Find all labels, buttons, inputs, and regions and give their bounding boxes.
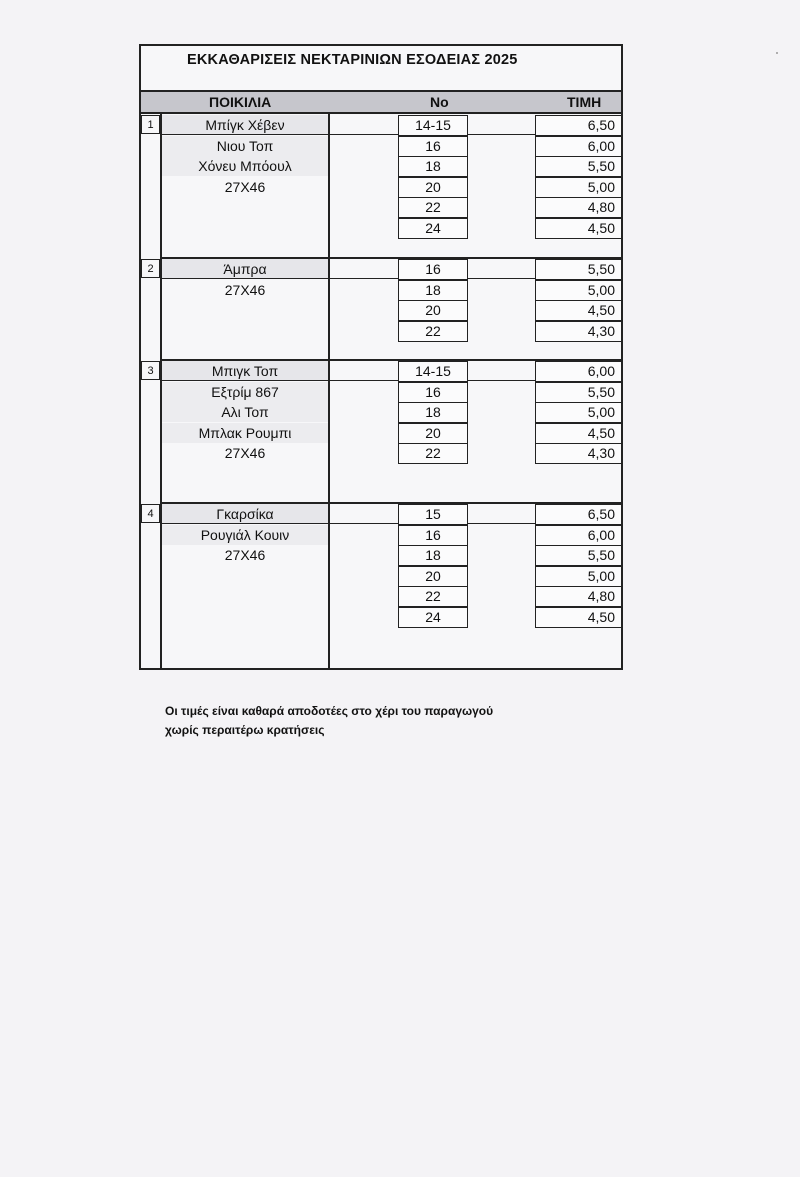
size-cell: 16	[398, 136, 468, 157]
price-cell: 6,00	[535, 136, 622, 157]
size-cell: 14-15	[398, 115, 468, 136]
variety-name: Γκαρσίκα	[162, 504, 328, 524]
price-cell: 4,80	[535, 197, 622, 218]
price-cell: 6,50	[535, 115, 622, 136]
price-cell: 4,50	[535, 218, 622, 239]
variety-name: Εξτρίμ 867	[162, 382, 328, 402]
price-cell: 4,30	[535, 443, 622, 464]
group-number: 3	[141, 361, 160, 380]
price-cell: 5,50	[535, 259, 622, 280]
price-cell: 5,00	[535, 402, 622, 423]
size-cell: 16	[398, 382, 468, 403]
price-table	[139, 44, 623, 670]
document-title: ΕΚΚΑΘΑΡΙΣΕΙΣ ΝΕΚΤΑΡΙΝΙΩΝ ΕΣΟΔΕΙΑΣ 2025	[141, 46, 621, 92]
footnote-line-2: χωρίς περαιτέρω κρατήσεις	[165, 723, 325, 737]
size-cell: 18	[398, 156, 468, 177]
group-number: 2	[141, 259, 160, 278]
variety-name: 27Χ46	[224, 445, 266, 461]
variety-name: Ρουγιάλ Κουιν	[162, 525, 328, 545]
variety-name: Χόνευ Μπόουλ	[162, 156, 328, 176]
size-cell: 16	[398, 525, 468, 546]
size-cell: 18	[398, 402, 468, 423]
size-cell: 15	[398, 504, 468, 525]
variety-name: Αλι Τοπ	[162, 402, 328, 422]
size-cell: 20	[398, 300, 468, 321]
size-cell: 18	[398, 280, 468, 301]
size-cell: 22	[398, 586, 468, 607]
price-cell: 4,80	[535, 586, 622, 607]
price-cell: 6,00	[535, 525, 622, 546]
variety-name: 27Χ46	[224, 281, 266, 298]
size-cell: 20	[398, 423, 468, 444]
variety-name: Μπιγκ Τοπ	[162, 361, 328, 381]
variety-name: Άμπρα	[162, 259, 328, 279]
size-cell: 24	[398, 607, 468, 628]
price-cell: 5,50	[535, 545, 622, 566]
size-cell: 16	[398, 259, 468, 280]
page-speck	[776, 52, 778, 54]
size-cell: 14-15	[398, 361, 468, 382]
variety-name: Μπλακ Ρουμπι	[162, 423, 328, 443]
group-number: 1	[141, 115, 160, 134]
price-cell: 4,50	[535, 300, 622, 321]
size-cell: 18	[398, 545, 468, 566]
header-price: ΤΙΜΗ	[567, 94, 602, 110]
price-cell: 5,00	[535, 566, 622, 587]
price-cell: 5,50	[535, 156, 622, 177]
price-cell: 4,50	[535, 607, 622, 628]
variety-name: 27Χ46	[224, 547, 266, 563]
size-cell: 22	[398, 197, 468, 218]
size-cell: 22	[398, 321, 468, 342]
size-cell: 24	[398, 218, 468, 239]
price-cell: 5,50	[535, 382, 622, 403]
header-variety: ΠΟΙΚΙΛΙΑ	[209, 94, 272, 110]
size-cell: 20	[398, 177, 468, 198]
group-number: 4	[141, 504, 160, 523]
size-cell: 22	[398, 443, 468, 464]
price-cell: 5,00	[535, 177, 622, 198]
variety-name: Μπίγκ Χέβεν	[162, 115, 328, 135]
header-number: Νο	[430, 94, 449, 110]
price-cell: 5,00	[535, 280, 622, 301]
price-cell: 4,30	[535, 321, 622, 342]
variety-name: 27Χ46	[224, 178, 266, 195]
footnote	[165, 702, 625, 740]
price-cell: 6,00	[535, 361, 622, 382]
price-cell: 4,50	[535, 423, 622, 444]
table-header	[141, 92, 621, 114]
size-cell: 20	[398, 566, 468, 587]
price-cell: 6,50	[535, 504, 622, 525]
variety-column-divider	[328, 114, 330, 670]
variety-name: Νιου Τοπ	[162, 136, 328, 156]
footnote-line-1: Οι τιμές είναι καθαρά αποδοτέες στο χέρι του παραγωγού	[165, 704, 494, 718]
